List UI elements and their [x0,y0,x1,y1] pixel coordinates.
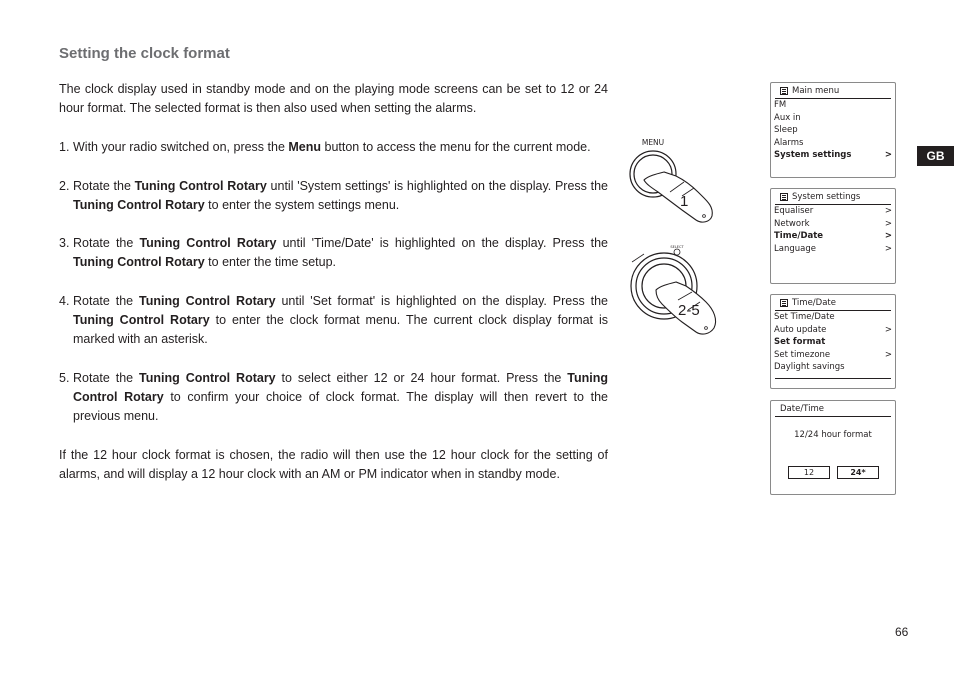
step-number: 2. [59,179,70,193]
menu-row [774,243,892,256]
menu-row-label: Aux in [774,112,801,123]
step-1 [59,138,608,157]
menu-button-figure [626,134,718,226]
menu-list-icon [780,299,788,307]
screen-title [775,403,891,417]
option-12-hour: 12 [788,466,830,479]
menu-row-selected [774,149,892,162]
screen-date-time-format [770,400,896,495]
menu-row-selected [774,230,892,243]
screen-time-date [770,294,896,389]
screen-system-settings [770,188,896,284]
menu-row-label: Daylight savings [774,362,845,372]
language-tab: GB [917,146,954,166]
menu-row-label: Auto update [774,324,827,335]
step-bold: Tuning Control Rotary [73,255,205,269]
menu-row [774,112,892,125]
menu-row-label: Set timezone [774,349,831,360]
intro-paragraph: The clock display used in standby mode and on the playing mode screens can be set to 12 or 24 hour format. The selected format is then also used when setting the alarms. [59,82,608,115]
step-number: 4. [59,294,70,308]
menu-row-label: Equaliser [774,206,814,216]
step-bold: Menu [288,140,322,154]
step-4 [59,292,608,349]
menu-row-label: Set format [774,337,826,347]
menu-row-selected [774,336,892,349]
menu-row-label: Language [774,243,816,254]
step-text: With your radio switched on, press the [73,140,289,154]
step-text: to enter the clock format menu. The current clock display format is marked with an asterisk. [73,313,609,346]
step-3 [59,234,608,272]
step-text: to enter the system settings menu. [204,198,400,212]
step-bold: Tuning Control Rotary [73,313,210,327]
step-text: to confirm your choice of clock format. The display will then revert to the previous menu. [73,390,608,423]
divider [775,378,891,379]
menu-label: MENU [641,138,665,147]
menu-row-label: FM [774,100,787,110]
step-2 [59,177,608,215]
step-number: 5. [59,371,70,385]
menu-row-label: Network [774,218,810,229]
step-bold: Tuning Control Rotary [139,236,277,250]
menu-row [774,218,892,231]
step-number: 1. [59,140,70,154]
format-options [788,466,879,479]
menu-row-label: Time/Date [774,231,824,241]
screen-title-text: Main menu [792,86,840,96]
chevron-right-icon: > [884,218,892,229]
step-text: until 'Set format' is highlighted on the display. Press the [275,294,608,308]
menu-list-icon [780,193,788,201]
menu-row [774,361,892,374]
screen-title-text: Date/Time [780,404,824,414]
step-text: Rotate the [73,236,140,250]
menu-list-icon [780,87,788,95]
step-bold: Tuning Control Rotary [139,294,276,308]
screen-title-text: Time/Date [792,298,836,308]
menu-row-label: Sleep [774,125,798,135]
step-2-5-label: 2-5 [678,302,700,319]
menu-row [774,124,892,137]
screen-title [775,297,891,311]
menu-row [774,324,892,337]
menu-row-label: Set Time/Date [774,312,835,322]
screen-title [775,191,891,205]
format-prompt: 12/24 hour format [794,430,872,440]
chevron-right-icon: > [884,150,892,160]
step-text: button to access the menu for the current mode. [321,140,591,154]
step-text: Rotate the [73,294,140,308]
step-text: until 'Time/Date' is highlighted on the display. Press the [276,236,608,250]
chevron-right-icon: > [884,231,892,241]
step-bold: Tuning Control Rotary [134,179,267,193]
screen-title [775,85,891,99]
menu-row-label: System settings [774,150,852,160]
option-24-hour-selected: 24* [837,466,879,479]
menu-row [774,99,892,112]
page-number: 66 [895,625,909,639]
step-text: Rotate the [73,179,135,193]
menu-row-label: Alarms [774,137,804,148]
step-text: Rotate the [73,371,140,385]
chevron-right-icon: > [884,206,892,216]
step-text: to select either 12 or 24 hour format. Press the [275,371,568,385]
step-1-label: 1 [680,193,689,210]
screen-title-text: System settings [792,192,861,202]
step-number: 3. [59,236,70,250]
menu-row [774,311,892,324]
screen-main-menu [770,82,896,178]
chevron-right-icon: > [884,349,892,360]
menu-row [774,137,892,150]
tuning-rotary-figure [626,240,718,350]
step-bold: Tuning Control Rotary [73,371,608,404]
select-label: SELECT [670,245,684,249]
menu-row [774,349,892,362]
outro-paragraph: If the 12 hour clock format is chosen, the radio will then use the 12 hour clock for the setting of alarms, and will display a 12 hour clock with an AM or PM indicator when in standby mode. [59,448,608,481]
step-5 [59,369,608,426]
page-heading: Setting the clock format [59,45,230,62]
step-text: until 'System settings' is highlighted on the display. Press the [266,179,608,193]
step-bold: Tuning Control Rotary [73,198,205,212]
chevron-right-icon: > [884,243,892,254]
menu-row [774,205,892,218]
step-bold: Tuning Control Rotary [139,371,276,385]
chevron-right-icon: > [884,324,892,335]
step-text: to enter the time setup. [204,255,337,269]
